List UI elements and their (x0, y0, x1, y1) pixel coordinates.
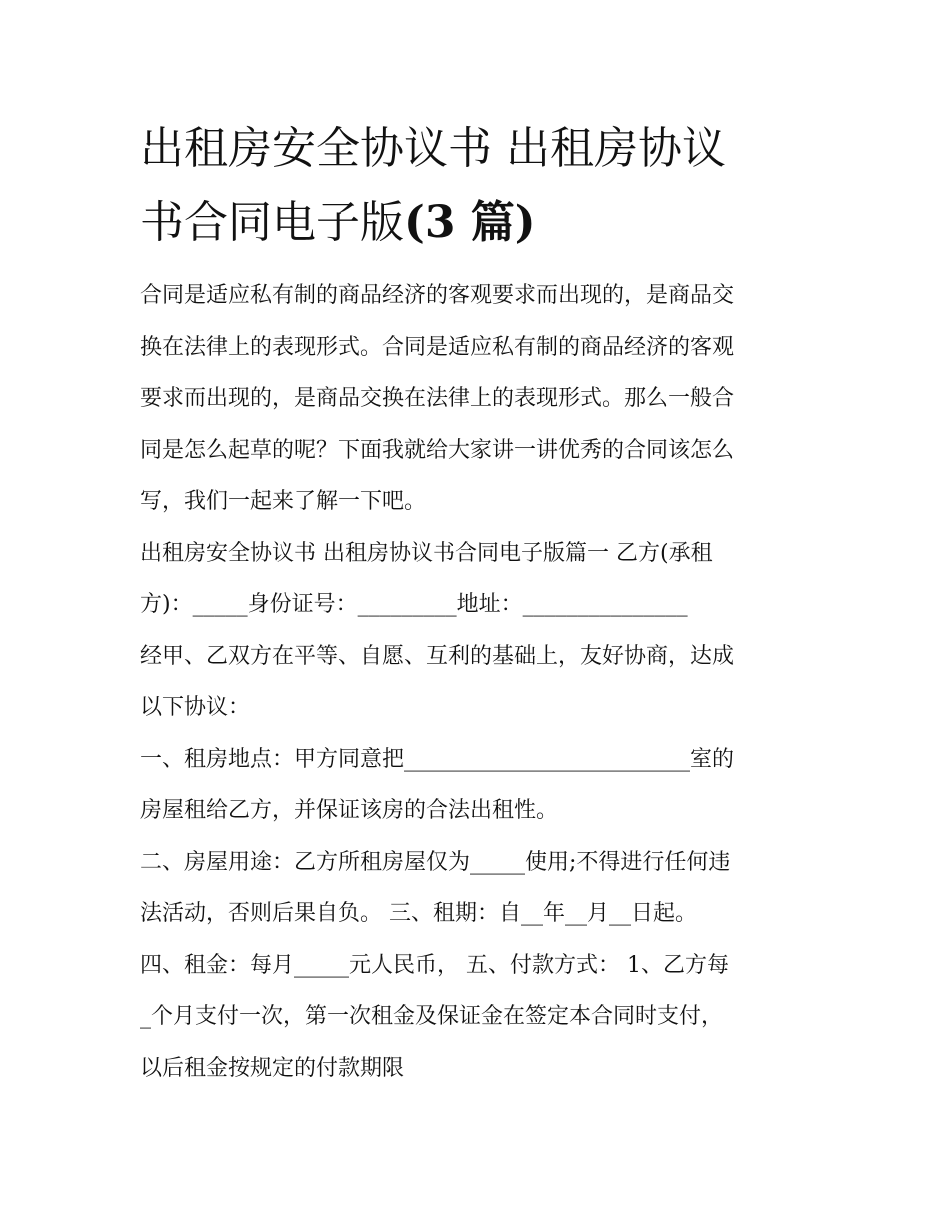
document-page (140, 112, 820, 1094)
body-line: 要求而出现的，是商品交换在法律上的表现形式。那么一般合 (140, 386, 735, 411)
body-line: 写，我们一起来了解一下吧。 (140, 489, 427, 514)
body-line: 四、租金：每月_____元人民币， 五、付款方式： 1、乙方每 (140, 952, 729, 978)
body-line: 法活动，否则后果自负。 三、租期：自__年__月__日起。 (140, 901, 697, 926)
body-line: 出租房安全协议书 出租房协议书合同电子版篇一 乙方(承租 (140, 540, 713, 566)
body-line: 经甲、乙双方在平等、自愿、互利的基础上，友好协商，达成 (140, 643, 735, 669)
title-line-2 (140, 186, 820, 260)
body-line: 以下协议： (140, 695, 251, 720)
body-line: 方)：_____身份证号：_________地址：_______________ (140, 592, 688, 617)
body-line: 一、租房地点：甲方同意把__________________________室的 (140, 746, 735, 772)
title-line-1: 出租房安全协议书 出租房协议 (140, 123, 726, 174)
body-line: 换在法律上的表现形式。合同是适应私有制的商品经济的客观 (140, 334, 735, 360)
body-line: 合同是适应私有制的商品经济的客观要求而出现的，是商品交 (140, 283, 735, 308)
document-body (140, 270, 820, 1094)
title-line-2-text: 书合同电子版 (140, 197, 404, 248)
body-line: 同是怎么起草的呢？下面我就给大家讲一讲优秀的合同该怎么 (140, 437, 735, 463)
body-line: 二、房屋用途：乙方所租房屋仅为_____使用;不得进行任何违 (140, 849, 731, 875)
body-line: 房屋租给乙方，并保证该房的合法出租性。 (140, 798, 559, 823)
title-line-2-count: (3 篇) (404, 197, 536, 248)
document-title (140, 112, 820, 260)
body-line: _个月支付一次，第一次租金及保证金在签定本合同时支付， (140, 1004, 724, 1029)
body-line: 以后租金按规定的付款期限 (140, 1055, 405, 1081)
